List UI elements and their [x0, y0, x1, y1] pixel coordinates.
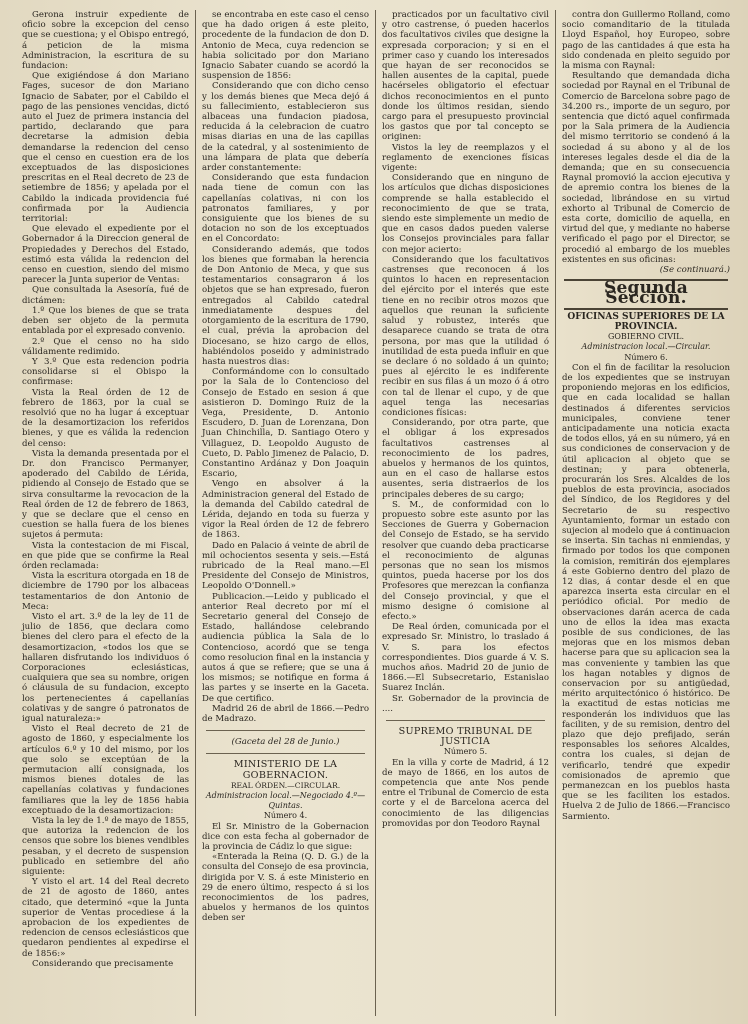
divider — [206, 753, 365, 754]
paragraph: En la villa y corte de Madrid, á 12 de mayo de 1866, en los autos de competencia que ante Nos pende entre el Tribunal de Comercio de esta corte y el de Barcelona acerca del conocimiento de las diligencias promovidas por don Teodoro Raynal — [382, 757, 549, 829]
oficinas-heading: OFICINAS SUPERIORES DE LA PROVINCIA. — [567, 311, 725, 332]
number-heading: Número 6. — [624, 352, 668, 362]
paragraph: Considerando que con dicho censo y los demás bienes que Meca dejó á su fallecimiento, establecieron sus albaceas una fundacion piadosa, reducida á la celebracion de cuatro misas diarias en una de las capillas de la catedral, y al sostenimiento de una lámpara de plata que debería arder constantemente: — [202, 81, 369, 174]
paragraph: Considerando que en ninguno de los artículos que dichas disposiciones comprende se halla establecido el reconocimiento de que se trata, siendo este simplemente un medio de que en casos dados pueden valerse los Consejos provinciales para fallar con mejor acierto: — [382, 173, 549, 255]
column-1 — [16, 10, 196, 1016]
paragraph: Considerando además, que todos los bienes que formaban la herencia de Don Antonio de Meca, y que sus testamentarios consagraron á los objetos que se han expresado, fueron entregados al Cabildo catedral inmediatamente despues del otorgamiento de la escritura de 1790, el cual, prévia la aprobacion del Diocesano, se hizo cargo de ellos, habiéndolos poseido y administrado hasta nuestros dias: — [202, 244, 369, 367]
paragraph: Dado en Palacio á veinte de abril de mil ochocientos sesenta y seis.—Está rubricado de la Real mano.—El Presidente del Consejo de Ministros, Leopoldo O'Donnell.» — [202, 540, 369, 592]
section-title: Segunda Seccion. — [603, 278, 688, 309]
paragraph: Y visto el art. 14 del Real decreto de 21 de agosto de 1860, antes citado, que determinó «que la Junta superior de Ventas procediese á la aprobacion de los expedientes de redencion de censos eclesiásticos que quedaron pendientes al expedirse el de 1856:» — [22, 877, 189, 959]
paragraph: Vista la contestacion de mi Fiscal, en que pide que se confirme la Real órden reclamada: — [22, 540, 189, 571]
paragraph: Resultando que demandada dicha sociedad por Raynal en el Tribunal de Comercio de Barcelona sobre pago de 34.200 rs., importe de un seguro, por sentencia que dictó aquel confirmada por la Sala primera de la Audiencia del mismo territorio se condenó á la sociedad á su abono y al de los intereses legales desde el dia de la demanda; que en su consecuencia Raynal promovió la accion ejecutiva y de apremio contra los bienes de la sociedad, librándose en su virtud exhorto al Tribunal de Comercio de esta corte, domicilio de aquella, en virtud del que, y mediante no haberse verificado el pago por el Director, se procedió al embargo de los muebles existentes en sus oficinas: — [562, 71, 730, 265]
paragraph: Que consultada la Asesoría, fué de dictámen: — [22, 285, 189, 306]
paragraph: Que elevado el expediente por el Gobernador á la Direccion general de Propiedades y Derechos del Estado, estimó esta válida la redencion del censo en cuestion, siendo del mismo parecer la Junta superior de Ventas: — [22, 224, 189, 286]
paragraph: 1.º Que los bienes de que se trata deben ser objeto de la permuta entablada por el expresado convenio. — [22, 305, 189, 337]
paragraph: Sr. Gobernador de la provincia de .... — [382, 693, 549, 714]
divider — [386, 720, 545, 721]
paragraph: Madrid 26 de abril de 1866.—Pedro de Madrazo. — [202, 703, 369, 725]
number-heading: Número 5. — [443, 747, 488, 757]
paragraph: Considerando que los facultativos castrenses que reconocen á los quintos lo hacen en representacion del ejército por el interés que este tiene en no recibir otros mozos que aquellos que reunan la suficiente salud y robustez, interés que desaparece cuando se trata de otra persona, por mas que la utilidad ó inutilidad de esta pueda influir en que se declare ó no soldado á un quinto; pues al ejército le es indiferente recibir en sus filas á un mozo ó á otro con tal de llenar el cupo, y de que aquel tenga las necesarias condiciones físicas: — [382, 254, 549, 418]
paragraph: Y 3.º Que esta redencion podria consolidarse si el Obispo la confirmase: — [22, 356, 189, 388]
continuara-note: (Se continuará.) — [659, 265, 730, 276]
paragraph: Vista la escritura otorgada en 18 de diciembre de 1790 por los albaceas testamentarios de don Antonio de Meca: — [22, 571, 189, 612]
paragraph: Considerando, por otra parte, que el obligar á los expresados facultativos castrenses al reconocimiento de los padres, abuelos y hermanos de los quintos, aun en el caso de hallarse estos ausentes, seria distraerlos de los principales deberes de su cargo; — [382, 418, 549, 500]
paragraph: Considerando que esta fundacion nada tiene de comun con las capellanías colativas, ni con los patronatos familiares, y por consiguiente que los bienes de su dotacion no son de los exceptuados en el Concordato: — [202, 173, 369, 245]
paragraph: Gerona instruir expediente de oficio sobre la excepcion del censo que se cuestiona; y el Obispo entregó, á peticion de la misma Administracion, la escritura de su fundacion: — [22, 10, 189, 72]
divider — [206, 730, 365, 731]
column-3 — [376, 10, 556, 1016]
paragraph: De Real órden, comunicada por el expresado Sr. Ministro, lo traslado á V. S. para los efectos correspondientes. Dios guarde á V. S. muchos años. Madrid 20 de junio de 1866.—El Subsecretario, Estanislao Suarez Inclán. — [382, 622, 549, 694]
paragraph: contra don Guillermo Rolland, como socio comanditario de la titulada Lloyd Español, hoy Europeo, sobre pago de las cantidades á que esta ha sido condenada en pleito seguido por la misma con Raynal: — [562, 10, 730, 72]
paragraph: Vista la ley de 1.º de mayo de 1855, que autoriza la redencion de los censos que sobre los bienes vendibles pesaban, y el decreto de suspension publicado en setiembre del año siguiente: — [22, 816, 189, 878]
tribunal-heading: SUPREMO TRIBUNAL DE JUSTICIA — [398, 726, 533, 748]
ministry-heading: MINISTERIO DE LA GOBERNACION. — [233, 759, 338, 781]
real-orden-heading: REAL ÓRDEN.—CIRCULAR. — [230, 780, 341, 790]
admin-line: Administracion local.—Circular. — [581, 342, 711, 352]
admin-line: Administracion local.—Negociado 4.º—Quintas. — [205, 791, 366, 811]
paragraph: S. M., de conformidad con lo propuesto sobre este asunto por las Secciones de Guerra y Gobernacion del Consejo de Estado, se ha servido resolver que cuando deba practicarse el reconocimiento de algunas personas que no sean los mismos quintos, pueda hacerse por los dos Profesores que merezcan la confianza del Consejo provincial, y que el mismo designe ó comisione al efecto.» — [382, 499, 549, 622]
gobierno-heading: GOBIERNO CIVIL. — [607, 332, 685, 342]
paragraph: Con el fin de facilitar la resolucion de los expedientes que se instruyan proponiendo mejoras en los edificios, que en cada localidad se hallan destinados á diferentes servicios municipales, conviene tener anticipadamente una noticia exacta de todos ellos, yá en su número, yá en sus condiciones de conservacion y de útil aplicacion al objeto que se destinan; y para obtenerla, procurarán los Sres. Alcaldes de los pueblos de esta provincia, asociados del Síndico, de los Regidores y del Secretario de su respectivo Ayuntamiento, formar un estado con sujecion al modelo que á continuacion se inserta. Sin tachas ni enmiendas, y firmado por todos los que componen la comision, remitirán dos ejemplares á este Gobierno dentro del plazo de 12 dias, á contar desde el en que aparezca inserta esta circular en el periódico oficial. Por medio de observaciones darán acerca de cada uno de ellos la idea mas exacta posible de sus condiciones, de las mejoras que en los mismos deban hacerse para que su aplicacion sea la mas conveniente y tambien las que los hagan notables y dignos de conservacion por su antigüedad, mérito arquitectónico ó histórico. De la exactitud de estas noticias me responderán los individuos que las faciliten, y de su remision, dentro del plazo que dejo prefijado, serán responsables los señores Alcaldes, contra los cuales, si dejan de verificarlo, tendré que expedir comisionados de apremio que permanezcan en los pueblos hasta que se les faciliten los estados. Huelva 2 de Julio de 1866.—Francisco Sarmiento. — [562, 362, 730, 822]
paragraph: «Enterada la Reina (Q. D. G.) de la consulta del Consejo de esa provincia, dirigida por V. S. á este Ministerio en 29 de enero último, respecto á si los reconocimientos de los padres, abuelos y hermanos de los quintos deben ser — [202, 852, 369, 924]
column-4 — [556, 10, 736, 1016]
paragraph: El Sr. Ministro de la Gobernacion dice con esta fecha al gobernador de la provincia de Cádiz lo que sigue: — [202, 821, 369, 853]
paragraph: Conformándome con lo consultado por la Sala de lo Contencioso del Consejo de Estado en sesion á que asistieron D. Domingo Ruiz de la Vega, Presidente, D. Antonio Escudero, D. Juan de Lorenzana, Don Juan Chinchilla, D. Santiago Otero y Villaguez, D. Leopoldo Augusto de Cueto, D. Pablo Jimenez de Palacio, D. Constantino Ardánaz y Don Joaquin Escario, — [202, 367, 369, 480]
paragraph: practicados por un facultativo civil y otro castrense, ó pueden hacerlos dos facultativos civiles que designe la expresada corporacion; y si en el primer caso y cuando los interesados que hayan de ser reconocidos se hallen ausentes de la capital, puede hacérseles obligatorio el efectuar dichos reconocimientos en el punto donde los últimos residan, siendo cargo para el presupuesto provincial los gastos que por tal concepto se originen: — [382, 10, 549, 143]
paragraph: Vista la demanda presentada por el Dr. don Francisco Permanyer, apoderado del Cabildo de Lérida, pidiendo al Consejo de Estado que se sirva consultarme la revocacion de la Real órden de 12 de febrero de 1863, y que se declare que el censo en cuestion se halla fuera de los bienes sujetos á permuta: — [22, 448, 189, 541]
paragraph: Vengo en absolver á la Administracion general del Estado de la demanda del Cabildo catedral de Lérida, dejando en toda su fuerza y vigor la Real órden de 12 de febrero de 1863. — [202, 479, 369, 541]
paragraph: Visto el Real decreto de 21 de agosto de 1860, y especialmente los artículos 6.º y 10 del mismo, por los que solo se exceptúan de la permutacion allí consignada, los mismos bienes dotales de las capellanías colativas y fundaciones familiares que la ley de 1856 habia exceptuado de la desamortizacion: — [22, 724, 189, 816]
number-heading: Número 4. — [263, 811, 308, 821]
paragraph: Vista la Real órden de 12 de febrero de 1863, por la cual se resolvió que no ha lugar á exceptuar de la desamortizacion los referidos bienes, y que es válida la redencion del censo: — [22, 387, 189, 449]
paragraph: Visto el art. 3.º de la ley de 11 de julio de 1856, que declara como bienes del clero para el efecto de la desamortizacion, «todos los que se hallaren disfrutando los individuos ó Corporaciones eclesiásticas, cualquiera que sea su nombre, origen ó cláusula de su fundacion, excepto los pertenecientes á capellanías colativas y de sangre ó patronatos de igual naturaleza:» — [22, 611, 189, 725]
gaceta-reference: (Gaceta del 28 de Junio.) — [231, 737, 340, 748]
paragraph: Vistos la ley de reemplazos y el reglamento de exenciones físicas vigente: — [382, 142, 549, 174]
paragraph: 2.º Que el censo no ha sido válidamente redimido. — [22, 336, 189, 357]
columns — [16, 10, 736, 1016]
paragraph: Considerando que precisamente — [32, 958, 174, 969]
paragraph: Que exigiéndose á don Mariano Fages, sucesor de don Mariano Ignacio de Sabater, por el Cabildo el pago de las pensiones vencidas, dictó auto el Juez de primera instancia del partido, declarando que para decretarse la admision debia demandarse la redencion del censo que el censo en cuestion era de los exceptuados de las disposiciones prescritas en el Real decreto de 23 de setiembre de 1856; y apelada por el Cabildo la indicada providencia fué confirmada por la Audiencia territorial: — [22, 71, 189, 225]
paragraph: se encontraba en este caso el censo que ha dado origen á este pleito, procedente de la fundacion de don D. Antonio de Meca, cuya redencion se habia solicitado por don Mariano Ignacio Sabater cuando se acordó la suspension de 1856: — [202, 10, 369, 82]
column-2 — [196, 10, 376, 1016]
paragraph: Publicacion.—Leido y publicado el anterior Real decreto por mí el Secretario general del Consejo de Estado, hallándose celebrando audiencia pública la Sala de lo Contencioso, acordó que se tenga como resolucion final en la instancia y autos á que se refiere; que se una á los mismos; se notifique en forma á las partes y se inserte en la Gaceta. De que certifico. — [202, 591, 370, 704]
